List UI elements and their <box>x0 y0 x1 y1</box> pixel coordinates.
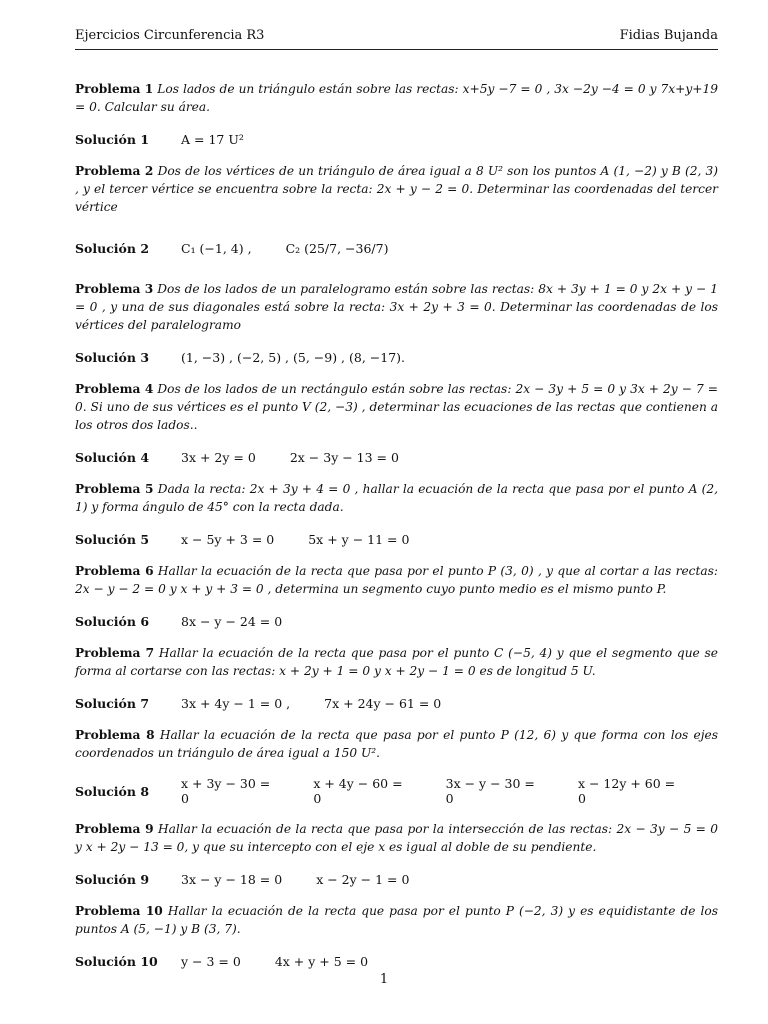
solution-row <box>75 530 718 548</box>
problem-statement <box>75 162 718 216</box>
solution-label: Solución 4 <box>75 449 150 465</box>
problem-label: Problema 9 <box>75 822 154 836</box>
problem-statement <box>75 644 718 680</box>
problem-label: Problema 1 <box>75 82 154 96</box>
header-title: Ejercicios Circunferencia R3 <box>75 28 265 43</box>
solution-label: Solución 7 <box>75 695 150 711</box>
problem-text: Hallar la ecuación de la recta que pasa por el punto P (12, 6) y que forma con los ejes coordenados un triángulo de área igual a 150 U². <box>75 728 718 760</box>
problem-statement <box>75 80 718 116</box>
solution-equation: x − 2y − 1 = 0 <box>316 871 410 887</box>
solution-row <box>75 776 718 806</box>
problem-statement <box>75 480 718 516</box>
solution-equation: x + 3y − 30 = 0 <box>181 776 271 806</box>
solution-label: Solución 10 <box>75 953 158 969</box>
problem-statement <box>75 380 718 434</box>
problem-text: Los lados de un triángulo están sobre las rectas: x+5y −7 = 0 , 3x −2y −4 = 0 y 7x+y+19 = 0. Calcular su área. <box>75 82 719 114</box>
solution-equation: y − 3 = 0 <box>181 953 241 969</box>
problem-label: Problema 3 <box>75 282 154 296</box>
solution-label: Solución 6 <box>75 613 150 629</box>
solution-equation: 3x − y − 18 = 0 <box>181 871 283 887</box>
solution-equation: 5x + y − 11 = 0 <box>308 531 410 547</box>
solution-equation: C₁ (−1, 4) , <box>181 240 252 256</box>
problem-text: Dos de los lados de un paralelogramo están sobre las rectas: 8x + 3y + 1 = 0 y 2x + y − 1 = 0 , y una de sus diagonales está sobre la recta: 3x + 2y + 3 = 0. Determinar las coordenadas de los vértices del paralelogramo <box>75 282 718 332</box>
solution-equation: 7x + 24y − 61 = 0 <box>324 695 442 711</box>
solution-equation: x + 4y − 60 = 0 <box>313 776 403 806</box>
header-author: Fidias Bujanda <box>619 28 718 43</box>
problem-text: Dos de los vértices de un triángulo de área igual a 8 U² son los puntos A (1, −2) y B (2, 3) , y el tercer vértice se encuentra sobre la recta: 2x + y − 2 = 0. Determinar las coordenadas del tercer vértice <box>75 164 719 214</box>
exercise-list <box>75 80 718 984</box>
solution-row <box>75 612 718 630</box>
solution-label: Solución 1 <box>75 131 150 147</box>
solution-equation: 2x − 3y − 13 = 0 <box>289 449 399 465</box>
problem-statement <box>75 820 718 856</box>
solution-label: Solución 3 <box>75 349 150 365</box>
problem-text: Hallar la ecuación de la recta que pasa por el punto P (−2, 3) y es equidistante de los puntos A (5, −1) y B (3, 7). <box>75 904 718 936</box>
solution-equation: 3x − y − 30 = 0 <box>445 776 535 806</box>
solution-label: Solución 9 <box>75 871 150 887</box>
solution-row <box>75 130 718 148</box>
problem-statement <box>75 280 718 334</box>
solution-label: Solución 8 <box>75 783 150 799</box>
problem-label: Problema 4 <box>75 382 154 396</box>
solution-label: Solución 5 <box>75 531 150 547</box>
solution-row <box>75 448 718 466</box>
solution-equation: (1, −3) , (−2, 5) , (5, −9) , (8, −17). <box>181 349 406 365</box>
problem-label: Problema 2 <box>75 164 154 178</box>
solution-equation: 4x + y + 5 = 0 <box>274 953 369 969</box>
solution-row <box>75 230 718 266</box>
solution-row <box>75 694 718 712</box>
problem-text: Hallar la ecuación de la recta que pasa por el punto P (3, 0) , y que al cortar a las rectas: 2x − y − 2 = 0 y x + y + 3 = 0 , determina un segmento cuyo punto medio es el mismo punto P. <box>75 564 719 596</box>
problem-text: Hallar la ecuación de la recta que pasa por la intersección de las rectas: 2x − 3y − 5 = 0 y x + 2y − 13 = 0, y que su intercepto con el eje x es igual al doble de su pendiente. <box>75 822 718 854</box>
solution-equation: 8x − y − 24 = 0 <box>181 613 283 629</box>
problem-text: Hallar la ecuación de la recta que pasa por el punto C (−5, 4) y que el segmento que se forma al cortarse con las rectas: x + 2y + 1 = 0 y x + 2y − 1 = 0 es de longitud 5 U. <box>75 646 719 678</box>
problem-label: Problema 6 <box>75 564 154 578</box>
problem-label: Problema 8 <box>75 728 155 742</box>
solution-row <box>75 348 718 366</box>
problem-statement <box>75 902 718 938</box>
solution-equation: A = 17 U² <box>181 131 244 147</box>
solution-row <box>75 870 718 888</box>
page-number: 1 <box>379 972 389 987</box>
problem-label: Problema 5 <box>75 482 154 496</box>
problem-label: Problema 7 <box>75 646 155 660</box>
solution-label: Solución 2 <box>75 240 150 256</box>
solution-equation: x − 5y + 3 = 0 <box>181 531 275 547</box>
problem-label: Problema 10 <box>75 904 163 918</box>
solution-equation: C₂ (25/7, −36/7) <box>285 240 389 256</box>
problem-statement <box>75 726 718 762</box>
problem-text: Dos de los lados de un rectángulo están sobre las rectas: 2x − 3y + 5 = 0 y 3x + 2y − 7 = 0. Si uno de sus vértices es el punto V (2, −3) , determinar las ecuaciones de las rectas que contienen a los otros dos lados.. <box>75 382 718 432</box>
solution-equation: x − 12y + 60 = 0 <box>577 776 676 806</box>
solution-equation: 3x + 2y = 0 <box>181 449 256 465</box>
problem-text: Dada la recta: 2x + 3y + 4 = 0 , hallar la ecuación de la recta que pasa por el punto A (2, 1) y forma ángulo de 45° con la recta dada. <box>75 482 718 514</box>
solution-row <box>75 952 718 970</box>
solution-equation: 3x + 4y − 1 = 0 , <box>181 695 291 711</box>
problem-statement <box>75 562 718 598</box>
page-header <box>75 28 718 50</box>
